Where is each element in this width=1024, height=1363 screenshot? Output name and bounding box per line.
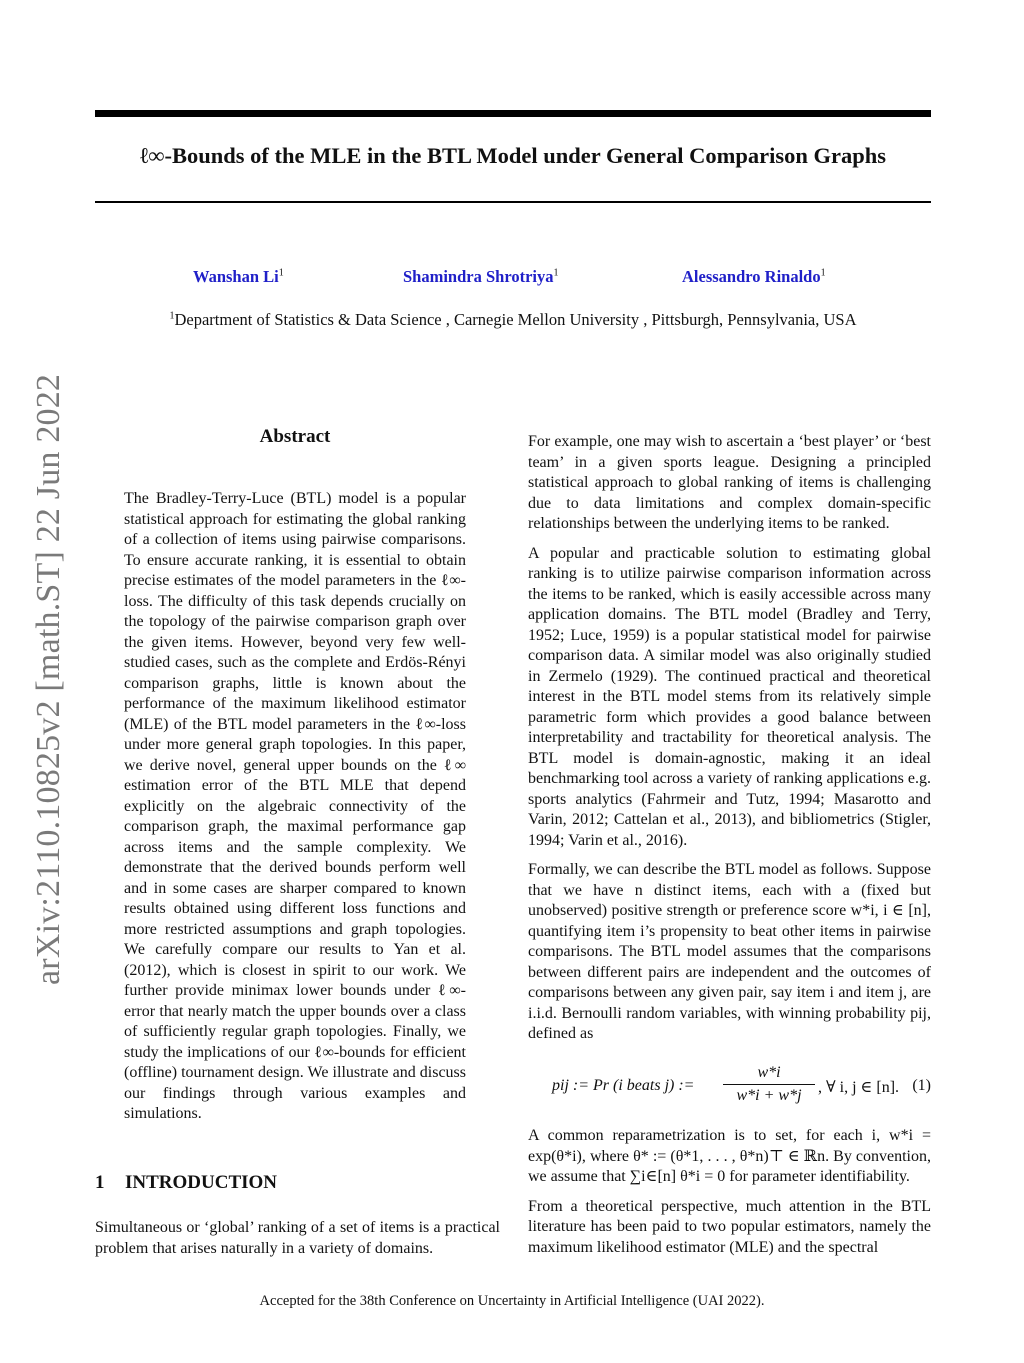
arxiv-identifier: arXiv:2110.10825v2 [math.ST] 22 Jun 2022 <box>30 373 67 985</box>
equation-tail: , ∀ i, j ∈ [n]. <box>818 1079 900 1096</box>
equation-numerator: w*i <box>723 1064 815 1085</box>
section-heading: 1 INTRODUCTION <box>95 1172 278 1193</box>
author-2[interactable]: Shamindra Shrotriya$^1$ <box>403 267 559 286</box>
equation-number: (1) <box>912 1077 931 1094</box>
title-rule-top <box>95 110 931 117</box>
paper-title: ℓ∞-Bounds of the MLE in the BTL Model under General Comparison Graphs <box>139 143 887 168</box>
equation-1 <box>528 1064 931 1114</box>
right-column <box>528 432 931 1054</box>
paragraph-2: A popular and practicable solution to estimating global ranking is to utilize pairwise comparison information across the items to be ranked, which is easily accessible across many application domains. The BTL model (Bradley and Terry, 1952; Luce, 1959) is a popular statistical model for pairwise comparison data. A similar model was also originally studied in Zermelo (1929). The continued practical and theoretical interest in the BTL model stems from its relatively simple parametric form which provides a good balance between interpretability and tractability for theoretical analysis. The BTL model is domain-agnostic, making it an ideal benchmarking tool across a variety of ranking applications e.g. sports analytics (Fahrmeir and Tutz, 1994; Masarotto and Varin, 2012; Cattelan et al., 2013), and bibliometrics (Stigler, 1994; Varin et al., 2016). <box>528 544 931 849</box>
paragraph-3: Formally, we can describe the BTL model as follows. Suppose that we have n distinct items, each with a (fixed but unobserved) positive strength or preference score w*i, i ∈ [n], quantifying item i’s propensity to beat other items in pairwise comparisons. The BTL model assumes that the comparisons between different pairs are independent and the outcomes of comparisons between any given pair, say item i and item j, are i.i.d. Bernoulli random variables, with winning probability pij, defined as <box>528 861 931 1042</box>
author-3[interactable]: Alessandro Rinaldo$^1$ <box>682 267 826 286</box>
author-1[interactable]: Wanshan Li$^1$ <box>193 267 284 286</box>
affiliation: $^1$Department of Statistics & Data Science , Carnegie Mellon University , Pittsburgh, Pennsylvania, USA <box>169 310 857 329</box>
intro-paragraph: Simultaneous or ‘global’ ranking of a set of items is a practical problem that arises naturally in a variety of domains. <box>95 1219 500 1257</box>
abstract-heading: Abstract <box>259 426 331 447</box>
equation-denominator: w*i + w*j <box>736 1087 802 1104</box>
abstract-text: The Bradley-Terry-Luce (BTL) model is a popular statistical approach for estimating the global ranking of a collection of items using pairwise comparisons. To ensure accurate ranking, it is essential to obtain precise estimates of the model parameters in the ℓ∞-loss. The difficulty of this task depends crucially on the topology of the pairwise comparison graph over the given items. However, beyond very few well-studied cases, such as the complete and Erdös-Rényi comparison graphs, little is known about the performance of the maximum likelihood estimator (MLE) of the BTL model parameters in the ℓ∞-loss under more general graph topologies. In this paper, we derive novel, general upper bounds on the ℓ∞ estimation error of the BTL MLE that depend explicitly on the algebraic connectivity of the comparison graph, the maximal performance gap across items and the sample complexity. We demonstrate that the derived bounds perform well and in some cases are sharper compared to known results obtained using different loss functions and more restricted assumptions and graph topologies. We carefully compare our results to Yan et al. (2012), which is closest in spirit to our work. We further provide minimax lower bounds under ℓ∞-error that nearly match the upper bounds over a class of sufficiently regular graph topologies. Finally, we study the implications of our ℓ∞-bounds for efficient (offline) tournament design. We illustrate and discuss our findings through various examples and simulations. <box>124 490 466 1122</box>
paragraph-4: A common reparametrization is to set, for each i, w*i = exp(θ*i), where θ* := (θ*1, . . . , θ*n)⊤ ∈ ℝn. By convention, we assume that ∑i∈[n] θ*i = 0 for parameter identifiability. <box>528 1127 931 1185</box>
equation-lhs: pij := Pr (i beats j) := <box>552 1077 695 1094</box>
title-rule-bottom <box>95 201 931 203</box>
paragraph-5: From a theoretical perspective, much attention in the BTL literature has been paid to two popular estimators, namely the maximum likelihood estimator (MLE) and the spectral <box>528 1197 931 1256</box>
right-column-lower <box>528 1126 931 1267</box>
equation-fraction <box>723 1064 815 1105</box>
footer-note: Accepted for the 38th Conference on Uncertainty in Artificial Intelligence (UAI 2022). <box>259 1293 765 1309</box>
paragraph-1: For example, one may wish to ascertain a ‘best player’ or ‘best team’ in a given sports league. Designing a principled statistical approach to global ranking of items is challenging due to data limitations and complex domain-specific relationships between the underlying items to be ranked. <box>528 433 931 532</box>
